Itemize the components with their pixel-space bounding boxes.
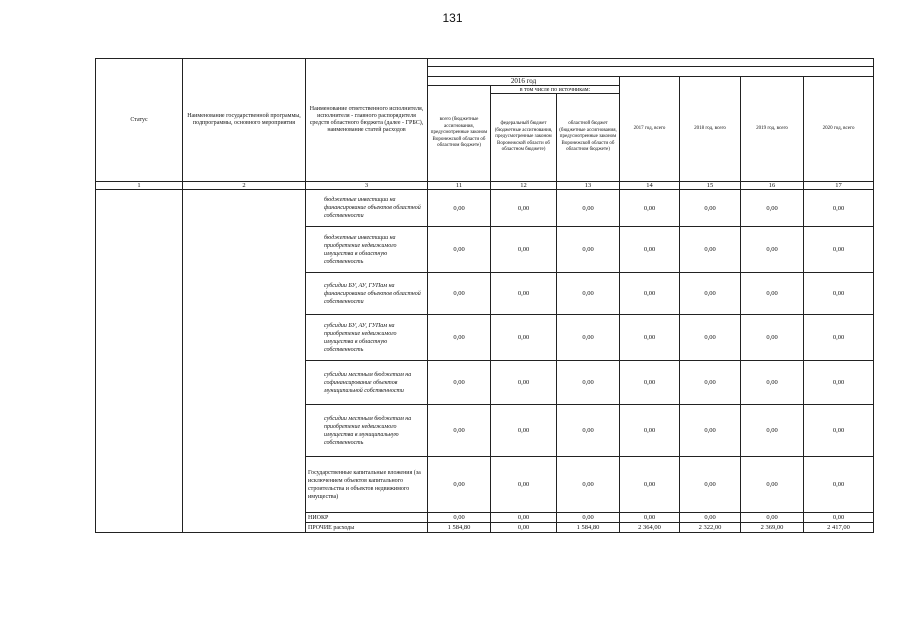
cell-value: 0,00 — [428, 273, 491, 315]
cell-value: 0,00 — [491, 405, 557, 457]
table-row — [96, 190, 874, 227]
cell-value: 0,00 — [557, 273, 620, 315]
cell-value: 0,00 — [804, 227, 874, 273]
cell-value: 0,00 — [557, 457, 620, 513]
cell-value: 0,00 — [491, 190, 557, 227]
cell-value: 0,00 — [491, 457, 557, 513]
page-number: 131 — [442, 11, 463, 25]
row-label: ПРОЧИЕ расходы — [306, 523, 428, 533]
cell-value: 0,00 — [557, 190, 620, 227]
cell-value: 0,00 — [557, 361, 620, 405]
header-2019: 2019 год, всего — [741, 77, 804, 182]
cell-value: 0,00 — [557, 513, 620, 523]
header-total-2016: всего (бюджетные ассигнования, предусмотренные законом Воронежской области об областном бюджете) — [428, 86, 491, 182]
cell-value: 0,00 — [804, 273, 874, 315]
row-label: бюджетные инвестиции на финансирование объектов областной собственности — [306, 190, 428, 227]
col-num: 17 — [804, 182, 874, 190]
header-blank-band-2 — [428, 67, 874, 77]
col-num: 16 — [741, 182, 804, 190]
cell-value: 0,00 — [680, 457, 741, 513]
cell-value: 0,00 — [680, 315, 741, 361]
header-2017: 2017 год, всего — [620, 77, 680, 182]
cell-value: 0,00 — [741, 513, 804, 523]
cell-value: 0,00 — [741, 405, 804, 457]
cell-value: 0,00 — [680, 227, 741, 273]
cell-value: 0,00 — [620, 513, 680, 523]
cell-value: 0,00 — [804, 190, 874, 227]
cell-value: 0,00 — [680, 361, 741, 405]
cell-value: 0,00 — [557, 405, 620, 457]
cell-value: 0,00 — [491, 361, 557, 405]
col-num: 11 — [428, 182, 491, 190]
header-federal-budget: федеральный бюджет (бюджетные ассигнования, предусмотренные законом Воронежской области об областном бюджете) — [491, 94, 557, 182]
cell-value: 0,00 — [428, 227, 491, 273]
row-label: субсидии БУ, АУ, ГУПам на финансирование объектов областной собственности — [306, 273, 428, 315]
cell-value: 1 584,80 — [557, 523, 620, 533]
header-2020: 2020 год, всего — [804, 77, 874, 182]
row-label: субсидии местным бюджетам на софинансирование объектов муниципальной собственности — [306, 361, 428, 405]
cell-value: 0,00 — [680, 273, 741, 315]
cell-value: 0,00 — [620, 273, 680, 315]
header-year-2016: 2016 год — [428, 77, 620, 86]
budget-table — [95, 58, 874, 533]
cell-value: 0,00 — [804, 457, 874, 513]
row-label: бюджетные инвестиции на приобретение недвижимого имущества в областную собственность — [306, 227, 428, 273]
row-label: субсидии местным бюджетам на приобретение недвижимого имущества в муниципальную собственность — [306, 405, 428, 457]
cell-value: 0,00 — [491, 315, 557, 361]
cell-value: 0,00 — [680, 190, 741, 227]
cell-value: 0,00 — [804, 315, 874, 361]
cell-value: 0,00 — [620, 315, 680, 361]
cell-value: 0,00 — [428, 513, 491, 523]
column-numbers-row — [96, 182, 874, 190]
status-cell — [96, 190, 183, 533]
cell-value: 0,00 — [804, 513, 874, 523]
cell-value: 0,00 — [620, 190, 680, 227]
header-program-name: Наименование государственной программы, подпрограммы, основного мероприятия — [183, 59, 306, 182]
header-2018: 2018 год, всего — [680, 77, 741, 182]
cell-value: 0,00 — [741, 190, 804, 227]
cell-value: 0,00 — [804, 361, 874, 405]
row-label: субсидии БУ, АУ, ГУПам на приобретение недвижимого имущества в областную собственность — [306, 315, 428, 361]
col-num: 3 — [306, 182, 428, 190]
cell-value: 0,00 — [741, 457, 804, 513]
cell-value: 0,00 — [620, 457, 680, 513]
cell-value: 0,00 — [428, 405, 491, 457]
cell-value: 0,00 — [620, 361, 680, 405]
cell-value: 0,00 — [804, 405, 874, 457]
cell-value: 2 364,00 — [620, 523, 680, 533]
cell-value: 0,00 — [557, 227, 620, 273]
cell-value: 0,00 — [491, 227, 557, 273]
row-label: НИОКР — [306, 513, 428, 523]
cell-value: 2 369,00 — [741, 523, 804, 533]
cell-value: 0,00 — [428, 457, 491, 513]
cell-value: 0,00 — [620, 227, 680, 273]
cell-value: 0,00 — [680, 405, 741, 457]
cell-value: 0,00 — [741, 315, 804, 361]
cell-value: 0,00 — [491, 523, 557, 533]
cell-value: 0,00 — [680, 513, 741, 523]
header-executor: Наименование ответственного исполнителя, исполнителя - главного распорядителя средств областного бюджета (далее - ГРБС), наименование статей расходов — [306, 59, 428, 182]
col-num: 15 — [680, 182, 741, 190]
header-regional-budget: областной бюджет (бюджетные ассигнования, предусмотренные законом Воронежской области об областном бюджете) — [557, 94, 620, 182]
cell-value: 0,00 — [428, 315, 491, 361]
col-num: 2 — [183, 182, 306, 190]
col-num: 1 — [96, 182, 183, 190]
cell-value: 2 322,00 — [680, 523, 741, 533]
cell-value: 0,00 — [741, 361, 804, 405]
cell-value: 0,00 — [557, 315, 620, 361]
header-blank-band — [428, 59, 874, 67]
cell-value: 1 584,80 — [428, 523, 491, 533]
col-num: 14 — [620, 182, 680, 190]
header-status: Статус — [96, 59, 183, 182]
cell-value: 0,00 — [741, 227, 804, 273]
cell-value: 0,00 — [428, 361, 491, 405]
row-label: Государственные капитальные вложения (за исключением объектов капитального строительства и объектов недвижимого имущества) — [306, 457, 428, 513]
cell-value: 0,00 — [428, 190, 491, 227]
cell-value: 2 417,00 — [804, 523, 874, 533]
header-including-sources: в том числе по источникам: — [491, 86, 620, 94]
cell-value: 0,00 — [620, 405, 680, 457]
col-num: 13 — [557, 182, 620, 190]
cell-value: 0,00 — [491, 273, 557, 315]
col-num: 12 — [491, 182, 557, 190]
program-name-cell — [183, 190, 306, 533]
cell-value: 0,00 — [491, 513, 557, 523]
cell-value: 0,00 — [741, 273, 804, 315]
